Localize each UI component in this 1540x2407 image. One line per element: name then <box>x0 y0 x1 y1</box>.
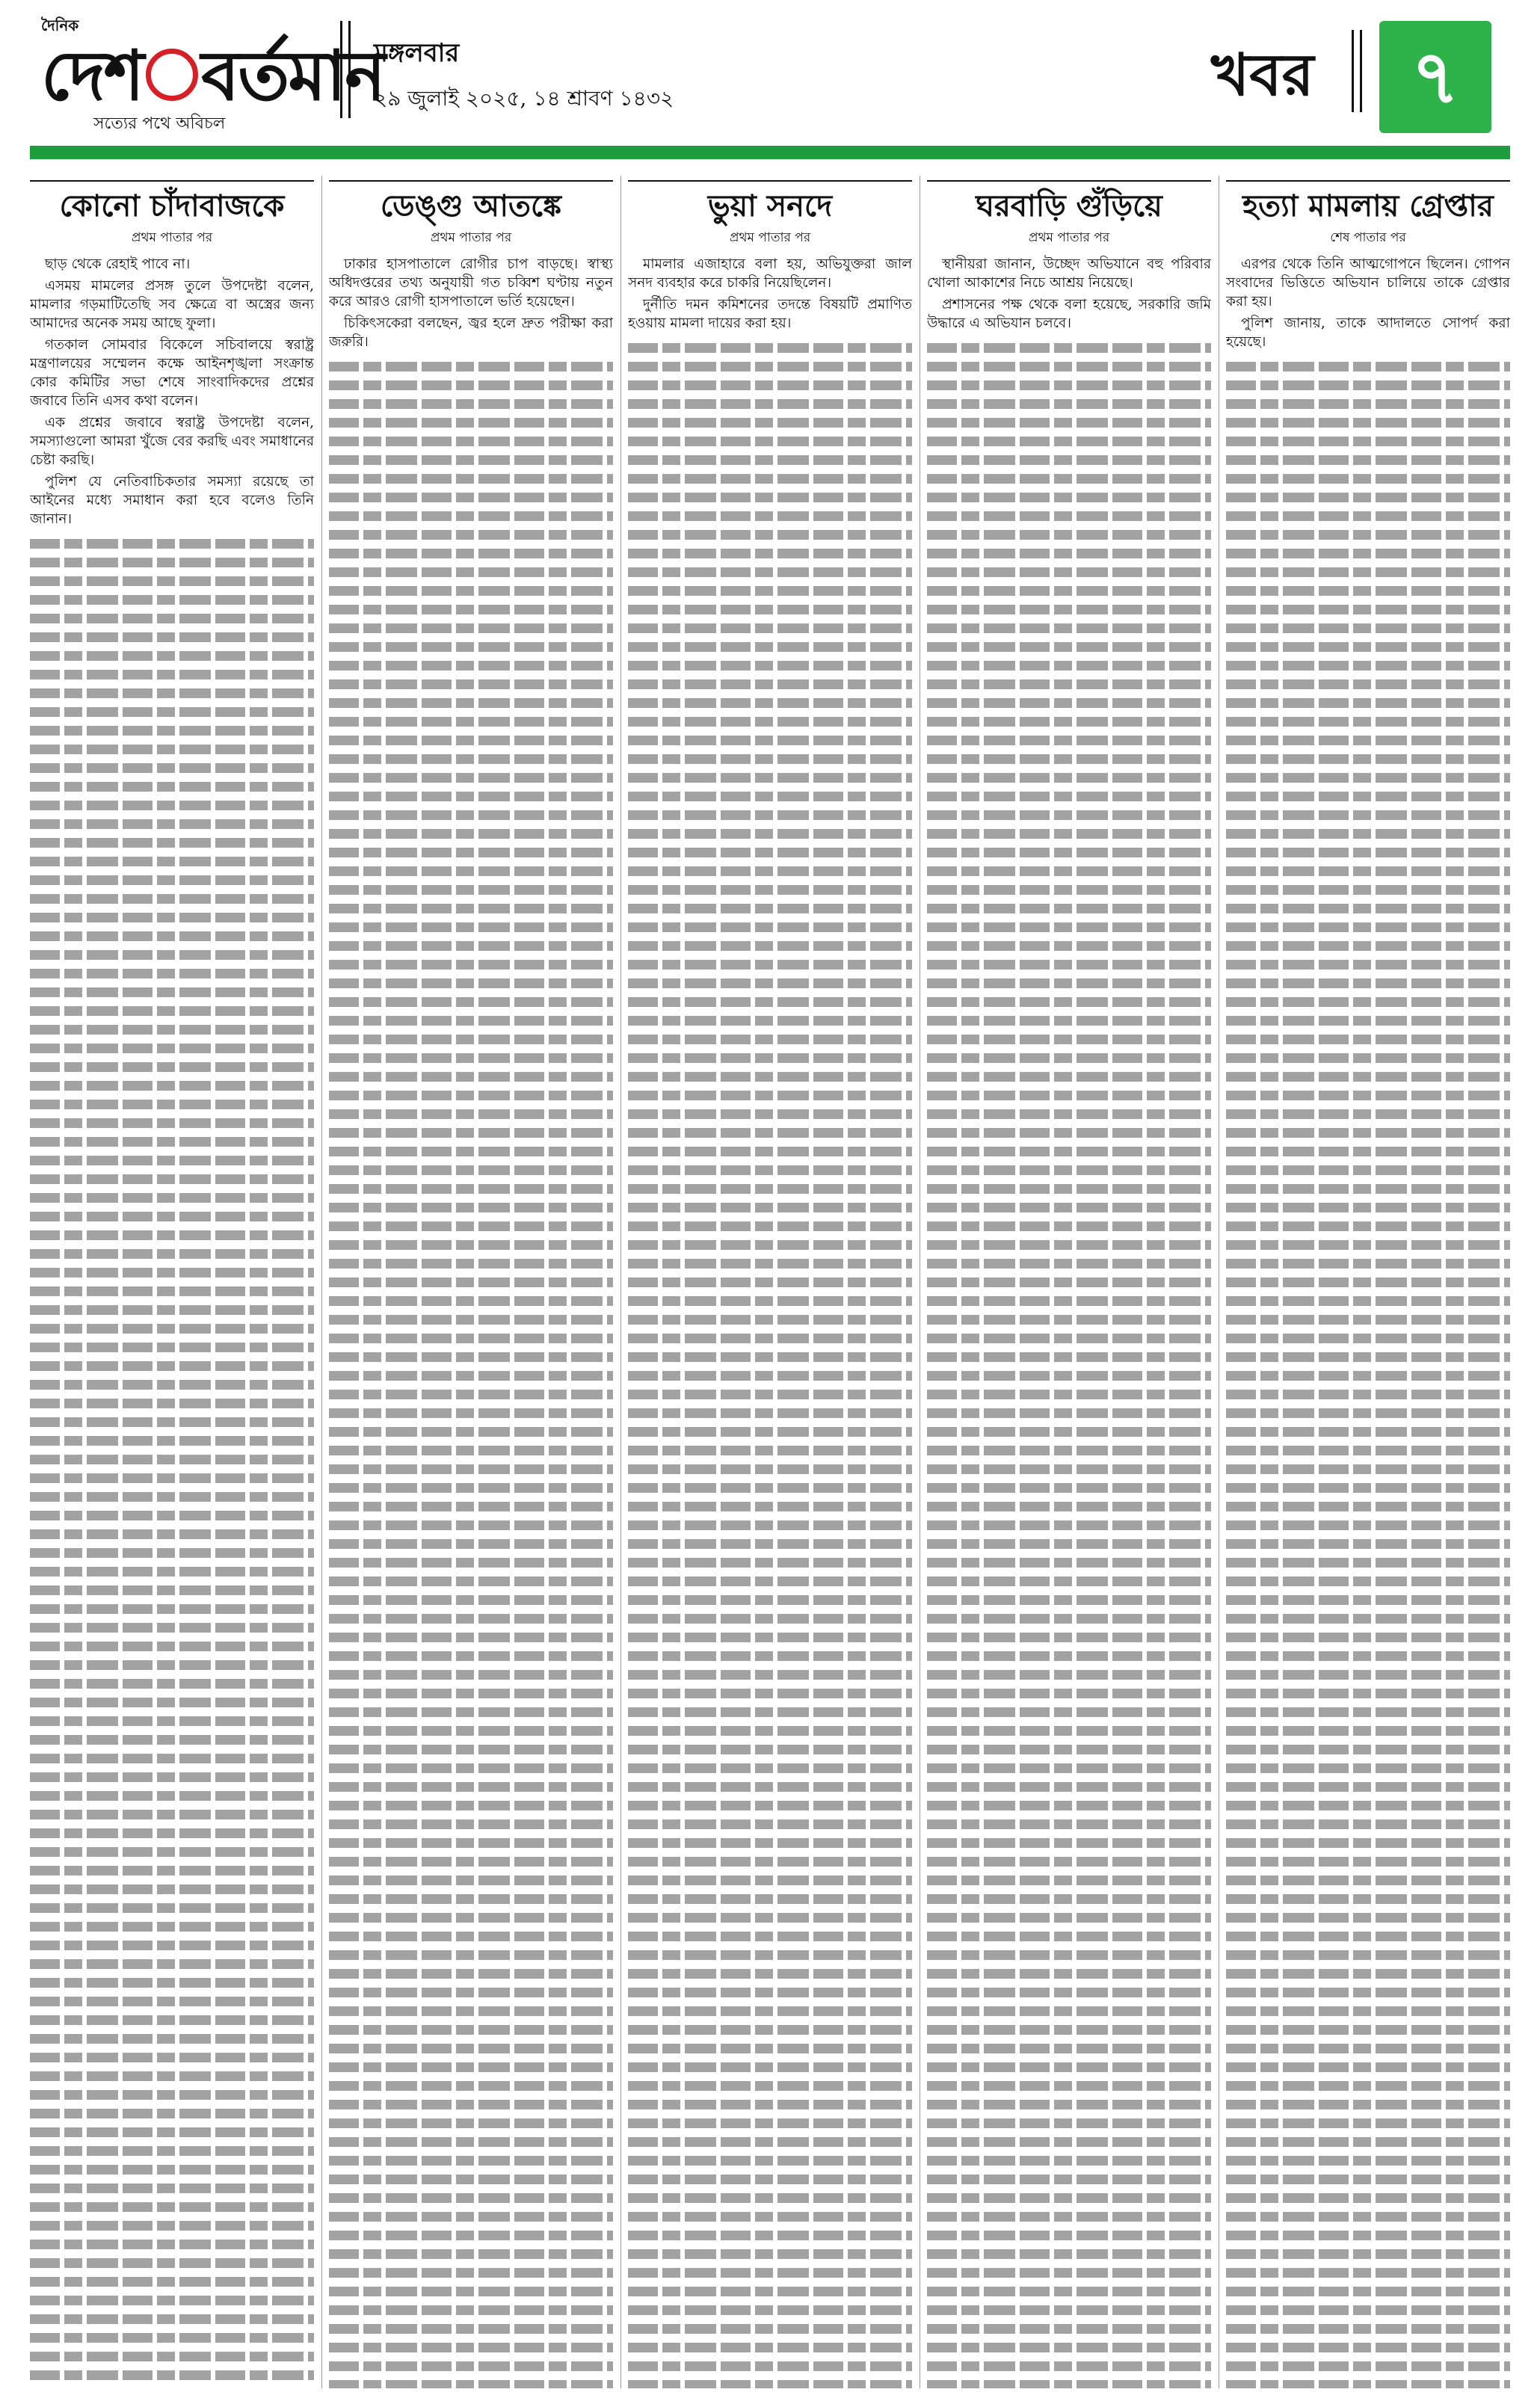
section-title: খবর <box>1211 41 1314 109</box>
masthead <box>0 0 1540 161</box>
newspaper-logo <box>41 15 385 142</box>
article-body <box>628 255 912 333</box>
continuation-note: প্রথম পাতার পর <box>131 230 213 245</box>
article-paragraph: প্রশাসনের পক্ষ থেকে বলা হয়েছে, সরকারি জমি উদ্ধারে এ অভিযান চলবে। <box>927 297 1211 331</box>
article-headline: ডেঙ্গু আতঙ্কে <box>329 180 613 225</box>
continuation-note: শেষ পাতার পর <box>1330 230 1406 245</box>
article-paragraph: ছাড় থেকে রেহাই পাবে না। <box>45 256 191 272</box>
column <box>1226 176 1510 2388</box>
article-headline: ভুয়া সনদে <box>628 180 912 225</box>
article-paragraph: গতকাল সোমবার বিকেলে সচিবালয়ে স্বরাষ্ট্র মন্ত্রণালয়ের সম্মেলন কক্ষে আইনশৃঙ্খলা সংক্রান্ত কোর কমিটির সভা শেষে সাংবাদিকদের প্রশ্নের জবাবে তিনি এসব কথা বলেন। <box>30 337 314 409</box>
article <box>329 180 613 351</box>
article <box>30 180 314 528</box>
column <box>927 176 1211 2388</box>
continuation-note: প্রথম পাতার পর <box>430 230 512 245</box>
text-filler <box>628 343 912 2388</box>
logo-ring-icon <box>146 49 198 101</box>
logo-small-text: দৈনিক <box>41 16 79 34</box>
logo-left-word: দেশ <box>41 36 144 116</box>
article-paragraph: এসময় মামলের প্রসঙ্গ তুলে উপদেষ্টা বলেন, মামলার গড়মাটিতেছি সব ক্ষেত্রে বা অস্ত্রের জন্য আমাদের অনেক সময় আছে ফুলা। <box>30 278 314 331</box>
masthead-rule <box>30 146 1510 159</box>
article-paragraph: দুর্নীতি দমন কমিশনের তদন্তে বিষয়টি প্রমাণিত হওয়ায় মামলা দায়ের করা হয়। <box>628 297 912 331</box>
article-paragraph: এক প্রশ্নের জবাবে স্বরাষ্ট্র উপদেষ্টা বলেন, সমস্যাগুলো আমরা খুঁজে বের করছি এবং সমাধানের চেষ্টা করছি। <box>30 415 314 468</box>
masthead-divider <box>340 21 351 118</box>
issue-day: মঙ্গলবার <box>374 38 460 68</box>
article-headline: ঘরবাড়ি গুঁড়িয়ে <box>927 180 1211 225</box>
continuation-note: প্রথম পাতার পর <box>1028 230 1110 245</box>
text-filler <box>927 343 1211 2388</box>
page-number-badge: ৭ <box>1379 21 1491 133</box>
section-divider <box>1352 30 1362 112</box>
article <box>927 180 1211 333</box>
article-headline: কোনো চাঁদাবাজকে <box>30 180 314 225</box>
text-filler <box>1226 362 1510 2388</box>
column <box>329 176 613 2388</box>
article-paragraph: চিকিৎসকেরা বলছেন, জ্বর হলে দ্রুত পরীক্ষা করা জরুরি। <box>329 315 613 350</box>
text-filler <box>30 539 314 2388</box>
column <box>30 176 314 2388</box>
article-paragraph: স্থানীয়রা জানান, উচ্ছেদ অভিযানে বহু পরিবার খোলা আকাশের নিচে আশ্রয় নিয়েছে। <box>927 256 1211 291</box>
logo-right-word: বর্তমান <box>201 36 385 116</box>
article-paragraph: এরপর থেকে তিনি আত্মগোপনে ছিলেন। গোপন সংবাদের ভিত্তিতে অভিযান চালিয়ে তাকে গ্রেপ্তার করা হয়। <box>1226 256 1510 309</box>
article <box>628 180 912 333</box>
text-filler <box>329 362 613 2388</box>
article-body <box>1226 255 1510 351</box>
article <box>1226 180 1510 351</box>
article-paragraph: পুলিশ জানায়, তাকে আদালতে সোপর্দ করা হয়েছে। <box>1226 315 1510 350</box>
article-body <box>329 255 613 351</box>
column-rule <box>620 176 621 2388</box>
column-rule <box>321 176 322 2388</box>
article-body <box>927 255 1211 333</box>
article-paragraph: পুলিশ যে নেতিবাচিকতার সমস্যা রয়েছে তা আইনের মধ্যে সমাধান করা হবে বলেও তিনি জানান। <box>30 474 314 527</box>
continuation-note: প্রথম পাতার পর <box>729 230 811 245</box>
article-headline: হত্যা মামলায় গ্রেপ্তার <box>1226 180 1510 225</box>
column <box>628 176 912 2388</box>
issue-date: ২৯ জুলাই ২০২৫, ১৪ শ্রাবণ ১৪৩২ <box>374 86 674 111</box>
page-content <box>30 176 1510 2388</box>
article-paragraph: মামলার এজাহারে বলা হয়, অভিযুক্তরা জাল সনদ ব্যবহার করে চাকরি নিয়েছিলেন। <box>628 256 912 291</box>
article-paragraph: ঢাকার হাসপাতালে রোগীর চাপ বাড়ছে। স্বাস্থ্য অধিদপ্তরের তথ্য অনুযায়ী গত চব্বিশ ঘণ্টায় নতুন করে আরও রোগী হাসপাতালে ভর্তি হয়েছেন। <box>329 256 613 309</box>
logo-tagline: সত্যের পথে অবিচল <box>93 114 226 133</box>
article-body <box>30 255 314 528</box>
